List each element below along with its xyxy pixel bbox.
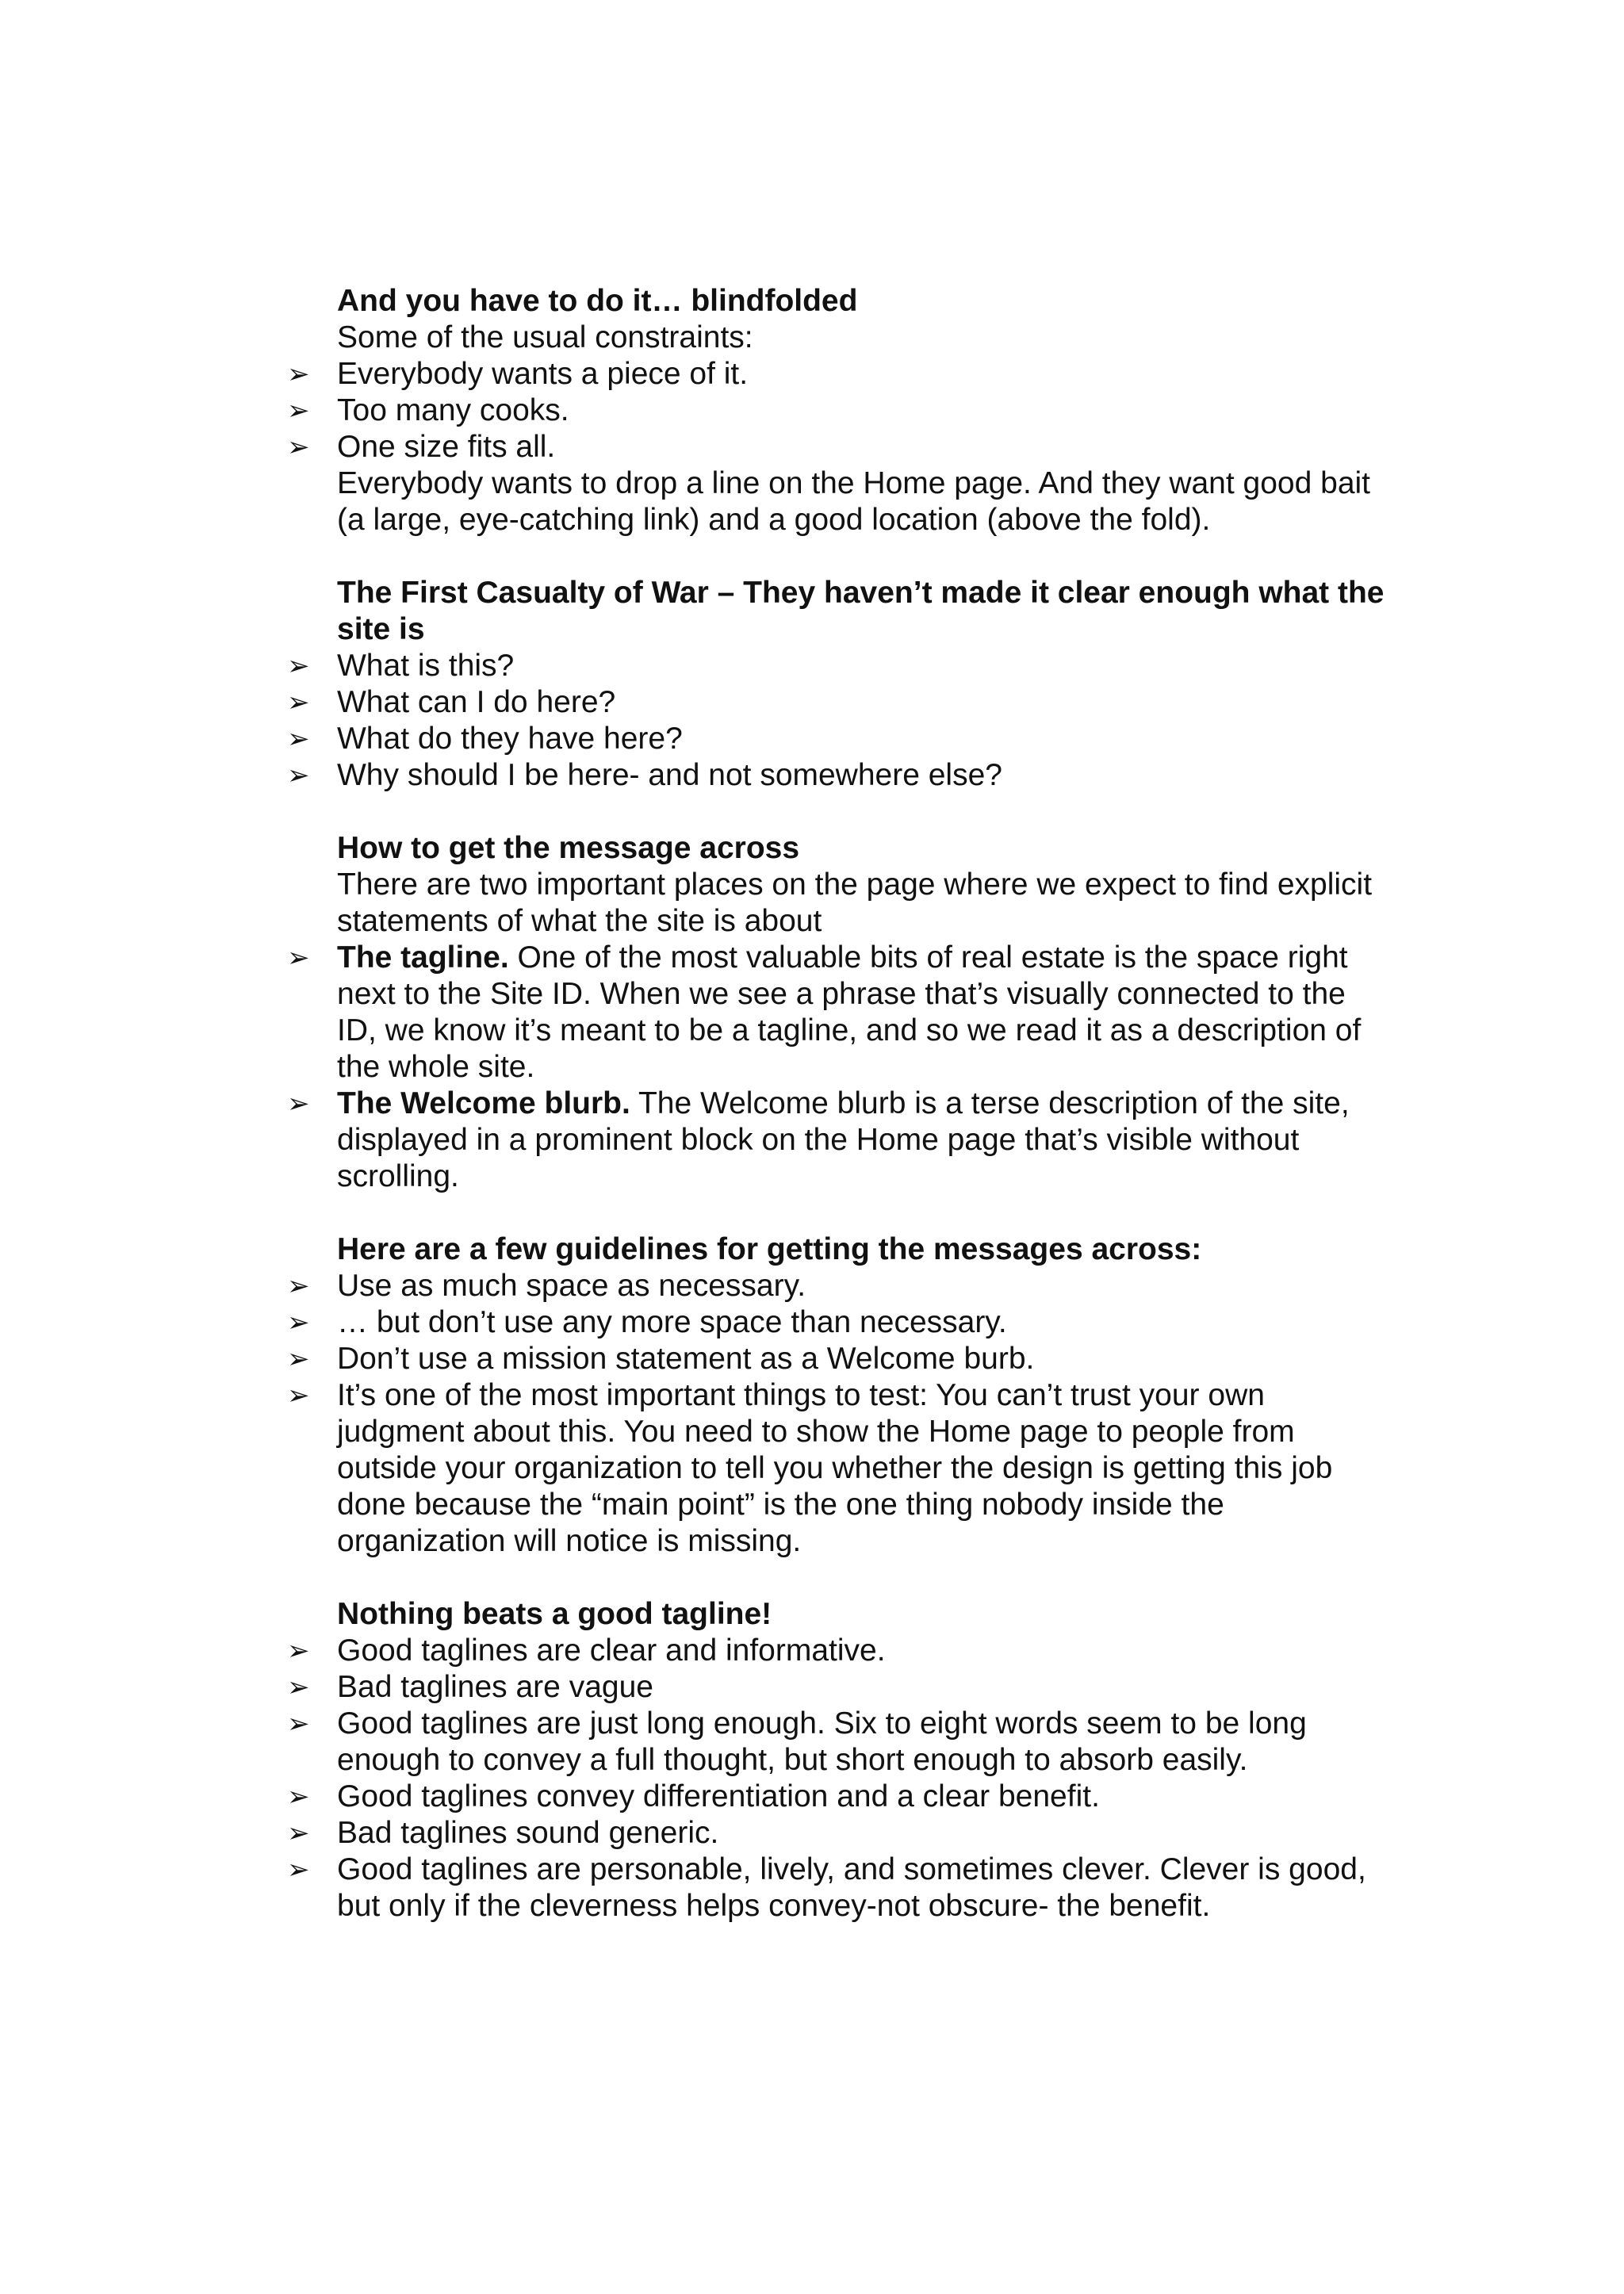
arrowhead-right-icon: ➢	[287, 1307, 310, 1338]
list-item-text: What can I do here?	[337, 685, 616, 719]
section-outro: Everybody wants to drop a line on the Home page. And they want good bait (a large, eye-catching link) and a good location (above the fold).	[337, 466, 1371, 537]
list-item-text: Bad taglines are vague	[337, 1670, 653, 1704]
arrowhead-right-icon: ➢	[287, 1854, 310, 1886]
list-item	[287, 1779, 1392, 1815]
list-item	[287, 1706, 1392, 1779]
list-item	[287, 1341, 1392, 1377]
list-item	[287, 1377, 1392, 1560]
list-item-lead: The tagline.	[337, 940, 509, 975]
list-item-text: Bad taglines sound generic.	[337, 1816, 719, 1850]
section-good-tagline	[287, 1596, 1392, 1924]
list-item-text: What do they have here?	[337, 722, 683, 756]
list-item	[287, 429, 1392, 465]
list-item	[287, 393, 1392, 429]
list-item-text: Good taglines are personable, lively, and sometimes clever. Clever is good, but only if the cleverness helps convey-not obscure- the benefit.	[337, 1852, 1366, 1923]
document-body	[287, 283, 1392, 1961]
arrowhead-right-icon: ➢	[287, 1817, 310, 1849]
arrowhead-right-icon: ➢	[287, 1781, 310, 1813]
list-item-text: What is this?	[337, 649, 515, 683]
list-item	[287, 1304, 1392, 1341]
list-item-text: Everybody wants a piece of it.	[337, 357, 749, 391]
list-item	[287, 1268, 1392, 1304]
list-item-text: One of the most valuable bits of real estate is the space right next to the Site ID. When we see a phrase that’s visually connected to the ID, we know it’s meant to be a tagline, and so we read it as a description of the whole site.	[337, 940, 1362, 1084]
list-item	[287, 684, 1392, 721]
list-item-text: Use as much space as necessary.	[337, 1269, 806, 1303]
arrowhead-right-icon: ➢	[287, 1672, 310, 1703]
list-item-text: … but don’t use any more space than necessary.	[337, 1305, 1007, 1339]
section-first-casualty	[287, 575, 1392, 794]
arrowhead-right-icon: ➢	[287, 431, 310, 463]
arrowhead-right-icon: ➢	[287, 1708, 310, 1740]
section-heading: And you have to do it… blindfolded	[337, 284, 858, 318]
bullet-list	[287, 356, 1392, 465]
list-item	[287, 1669, 1392, 1706]
arrowhead-right-icon: ➢	[287, 1343, 310, 1375]
section-heading: Nothing beats a good tagline!	[337, 1597, 772, 1631]
list-item	[287, 1086, 1392, 1195]
arrowhead-right-icon: ➢	[287, 760, 310, 791]
list-item	[287, 721, 1392, 757]
list-item-text: Good taglines are clear and informative.	[337, 1633, 886, 1668]
arrowhead-right-icon: ➢	[287, 1380, 310, 1411]
list-item-text: Good taglines are just long enough. Six to eight words seem to be long enough to convey a full thought, but short enough to absorb easily.	[337, 1706, 1307, 1777]
section-heading: The First Casualty of War – They haven’t made it clear enough what the site is	[337, 576, 1385, 646]
section-message-across	[287, 830, 1392, 1195]
list-item	[287, 757, 1392, 794]
arrowhead-right-icon: ➢	[287, 1270, 310, 1302]
list-item	[287, 940, 1392, 1086]
list-item	[287, 1815, 1392, 1852]
bullet-list	[287, 940, 1392, 1195]
list-item-text: It’s one of the most important things to test: You can’t trust your own judgment about this. You need to show the Home page to people from outside your organization to tell you whether the design is getting this job done because the “main point” is the one thing nobody inside the organization will notice is missing.	[337, 1378, 1333, 1558]
section-blindfolded	[287, 283, 1392, 538]
list-item	[287, 648, 1392, 684]
list-item-text: One size fits all.	[337, 430, 556, 464]
list-item	[287, 1852, 1392, 1924]
list-item	[287, 1633, 1392, 1669]
section-guidelines	[287, 1231, 1392, 1560]
section-heading: How to get the message across	[337, 831, 800, 865]
arrowhead-right-icon: ➢	[287, 650, 310, 682]
arrowhead-right-icon: ➢	[287, 395, 310, 427]
arrowhead-right-icon: ➢	[287, 687, 310, 718]
list-item	[287, 356, 1392, 393]
arrowhead-right-icon: ➢	[287, 723, 310, 755]
section-intro: Some of the usual constraints:	[337, 320, 753, 354]
list-item-text: Don’t use a mission statement as a Welcome burb.	[337, 1342, 1035, 1376]
list-item-text: Why should I be here- and not somewhere else?	[337, 758, 1002, 792]
arrowhead-right-icon: ➢	[287, 358, 310, 390]
bullet-list	[287, 1633, 1392, 1924]
list-item-lead: The Welcome blurb.	[337, 1086, 630, 1120]
list-item-text: Good taglines convey differentiation and a clear benefit.	[337, 1779, 1100, 1813]
arrowhead-right-icon: ➢	[287, 1635, 310, 1667]
bullet-list	[287, 648, 1392, 794]
arrowhead-right-icon: ➢	[287, 942, 310, 974]
list-item-text: The Welcome blurb is a terse description of the site, displayed in a prominent block on the Home page that’s visible without scrolling.	[337, 1086, 1350, 1193]
list-item-text: Too many cooks.	[337, 393, 569, 427]
section-intro: There are two important places on the page where we expect to find explicit statements of what the site is about	[337, 867, 1373, 938]
arrowhead-right-icon: ➢	[287, 1088, 310, 1120]
section-heading: Here are a few guidelines for getting the messages across:	[337, 1232, 1202, 1266]
bullet-list	[287, 1268, 1392, 1560]
